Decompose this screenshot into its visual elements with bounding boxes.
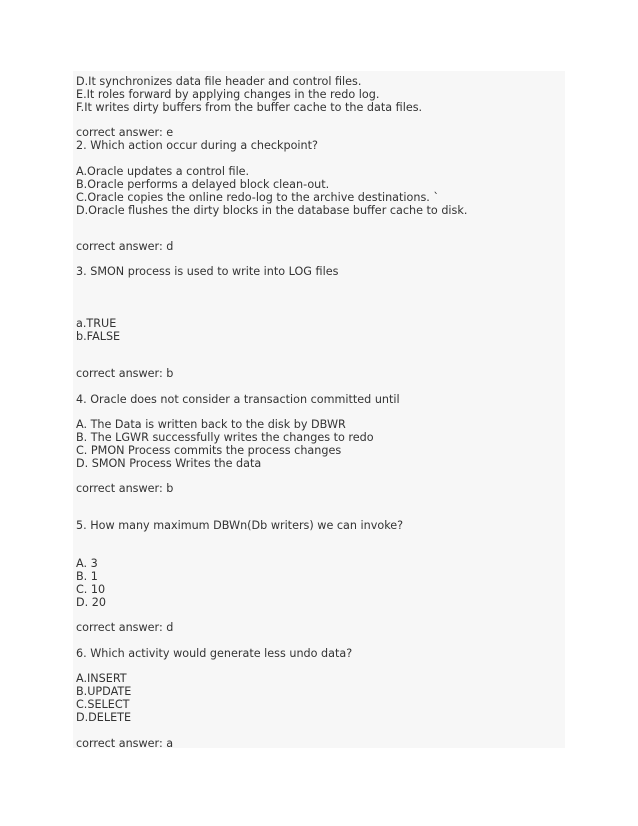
option-line: b.FALSE [76, 330, 121, 343]
option-line: C. PMON Process commits the process changes [76, 444, 342, 457]
option-line: B.Oracle performs a delayed block clean-out. [76, 178, 330, 191]
option-line: D.Oracle flushes the dirty blocks in the database buffer cache to disk. [76, 204, 468, 217]
text-line: E.It roles forward by applying changes in the redo log. [76, 88, 380, 101]
option-line: a.TRUE [76, 317, 117, 330]
question-line: 3. SMON process is used to write into LOG files [76, 265, 339, 278]
option-line: A. The Data is written back to the disk by DBWR [76, 418, 346, 431]
answer-line: correct answer: d [76, 621, 174, 634]
answer-line: correct answer: b [76, 367, 174, 380]
question-line: 2. Which action occur during a checkpoint? [76, 139, 318, 152]
option-line: A.Oracle updates a control file. [76, 165, 250, 178]
option-line: B. 1 [76, 570, 98, 583]
text-line: D.It synchronizes data file header and control files. [76, 75, 362, 88]
question-line: 6. Which activity would generate less undo data? [76, 647, 353, 660]
answer-line: correct answer: b [76, 482, 174, 495]
option-line: D. 20 [76, 596, 106, 609]
answer-line: correct answer: d [76, 240, 174, 253]
answer-line: correct answer: a [76, 737, 174, 750]
question-line: 4. Oracle does not consider a transaction committed until [76, 393, 400, 406]
option-line: A. 3 [76, 557, 98, 570]
option-line: B.UPDATE [76, 685, 132, 698]
option-line: A.INSERT [76, 672, 127, 685]
option-line: B. The LGWR successfully writes the changes to redo [76, 431, 374, 444]
answer-line: correct answer: e [76, 126, 174, 139]
option-line: D. SMON Process Writes the data [76, 457, 262, 470]
question-line: 5. How many maximum DBWn(Db writers) we can invoke? [76, 519, 404, 532]
option-line: D.DELETE [76, 711, 132, 724]
option-line: C.SELECT [76, 698, 130, 711]
text-line: F.It writes dirty buffers from the buffer cache to the data files. [76, 101, 423, 114]
option-line: C.Oracle copies the online redo-log to the archive destinations. ` [76, 191, 439, 204]
option-line: C. 10 [76, 583, 106, 596]
